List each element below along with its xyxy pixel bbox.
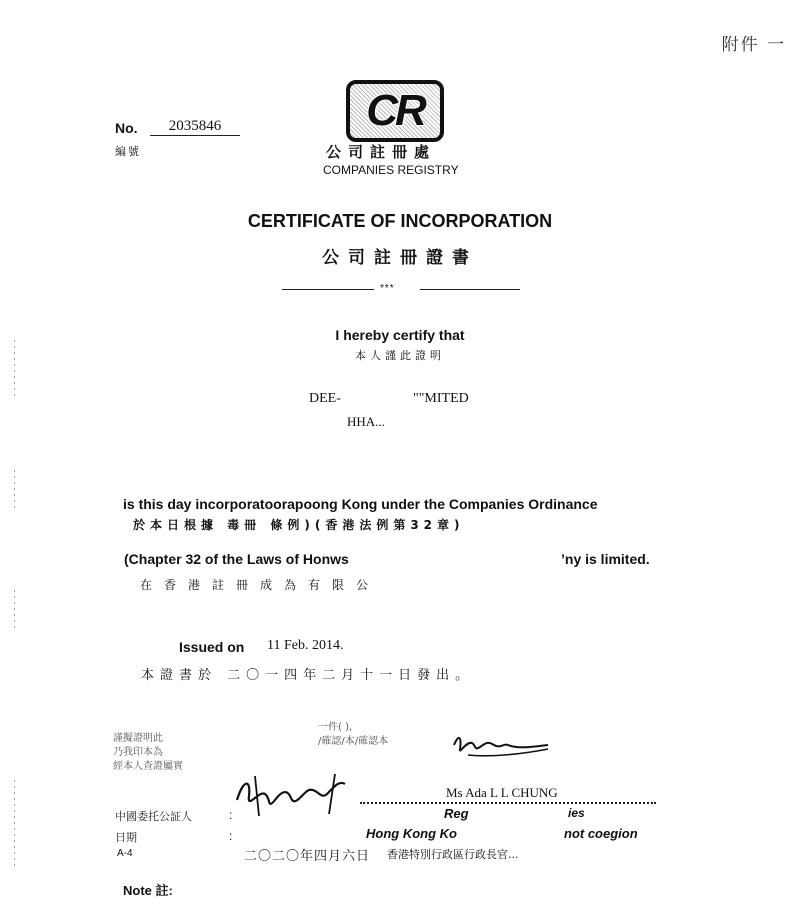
registry-name-en: COMPANIES REGISTRY bbox=[323, 163, 459, 177]
notary-agent-colon: : bbox=[229, 808, 233, 822]
certificate-title-cjk: 公司註冊證書 bbox=[322, 248, 478, 268]
companies-registry-logo bbox=[346, 80, 444, 142]
copy-label: /確認/本/確認本 bbox=[318, 736, 389, 747]
company-name-part-1: DEE- bbox=[309, 391, 341, 406]
notary-date: 二〇二〇年四月六日 bbox=[244, 849, 371, 864]
hksar-statement-cjk: 香港特別行政區行政長官... bbox=[387, 848, 519, 861]
issued-on-label: Issued on bbox=[179, 639, 245, 655]
ornament-rule-left bbox=[282, 289, 374, 290]
registrar-name: Ms Ada L L CHUNG bbox=[446, 785, 558, 800]
registrar-title-part-2: ies bbox=[568, 806, 585, 820]
note-label: Note 註: bbox=[123, 883, 173, 898]
ornament-rule-right bbox=[420, 289, 520, 290]
certificate-number-value: 2035846 bbox=[150, 118, 240, 136]
annex-annotation: 附件 一 bbox=[721, 35, 786, 55]
registrar-signature bbox=[448, 731, 552, 761]
registrar-region-part-2: not coegion bbox=[564, 826, 638, 841]
certificate-number-label: No. bbox=[115, 120, 138, 136]
incorporation-statement: is this day incorporatoorapoong Kong under the Companies Ordinance bbox=[123, 496, 598, 512]
certificate-number-label-cjk: 編號 bbox=[115, 145, 141, 158]
registry-name-cjk: 公司註冊處 bbox=[326, 143, 437, 161]
issued-statement-cjk: 本證書於 二〇一四年二月十一日發出。 bbox=[141, 668, 475, 683]
logo-text: CR bbox=[366, 86, 424, 135]
margin-mark-3 bbox=[14, 590, 15, 630]
notary-signature bbox=[225, 770, 355, 820]
notary-note-line-1: 謹擬證明此 bbox=[113, 733, 163, 744]
certificate-title: CERTIFICATE OF INCORPORATION bbox=[247, 211, 553, 231]
chapter-statement: (Chapter 32 of the Laws of Honws bbox=[124, 551, 349, 567]
company-name-line-2: HHA... bbox=[347, 414, 385, 429]
certify-statement: I hereby certify that bbox=[335, 327, 465, 343]
registrar-title-part-1: Reg bbox=[444, 806, 469, 821]
limited-statement: ’ny is limited. bbox=[561, 551, 650, 567]
notary-date-label: 日期 bbox=[115, 831, 137, 844]
signature-dotted-line bbox=[360, 802, 656, 804]
company-name-part-2: ""MITED bbox=[413, 391, 469, 406]
margin-mark-4 bbox=[14, 780, 15, 870]
registrar-region-part-1: Hong Kong Ko bbox=[366, 826, 457, 841]
chapter-statement-cjk: 在香港註冊成為有限公 bbox=[140, 578, 381, 592]
certify-statement-cjk: 本人謹此證明 bbox=[355, 349, 445, 362]
notary-date-colon: : bbox=[229, 829, 233, 843]
copy-marks: 一件( ), bbox=[318, 722, 353, 733]
margin-mark-1 bbox=[14, 340, 15, 400]
notary-note-line-2: 乃我印本為 bbox=[113, 747, 163, 758]
ornament-stars: *** bbox=[380, 283, 395, 294]
notary-note-line-3: 經本人查證屬實 bbox=[113, 761, 183, 772]
margin-mark-2 bbox=[14, 470, 15, 510]
issued-date: 11 Feb. 2014. bbox=[267, 638, 344, 653]
form-code: A-4 bbox=[117, 848, 133, 859]
incorporation-statement-cjk: 於本日根據 毒冊 條例)(香港法例第32章) bbox=[133, 518, 465, 532]
notary-agent-label: 中國委托公証人 bbox=[115, 810, 192, 823]
